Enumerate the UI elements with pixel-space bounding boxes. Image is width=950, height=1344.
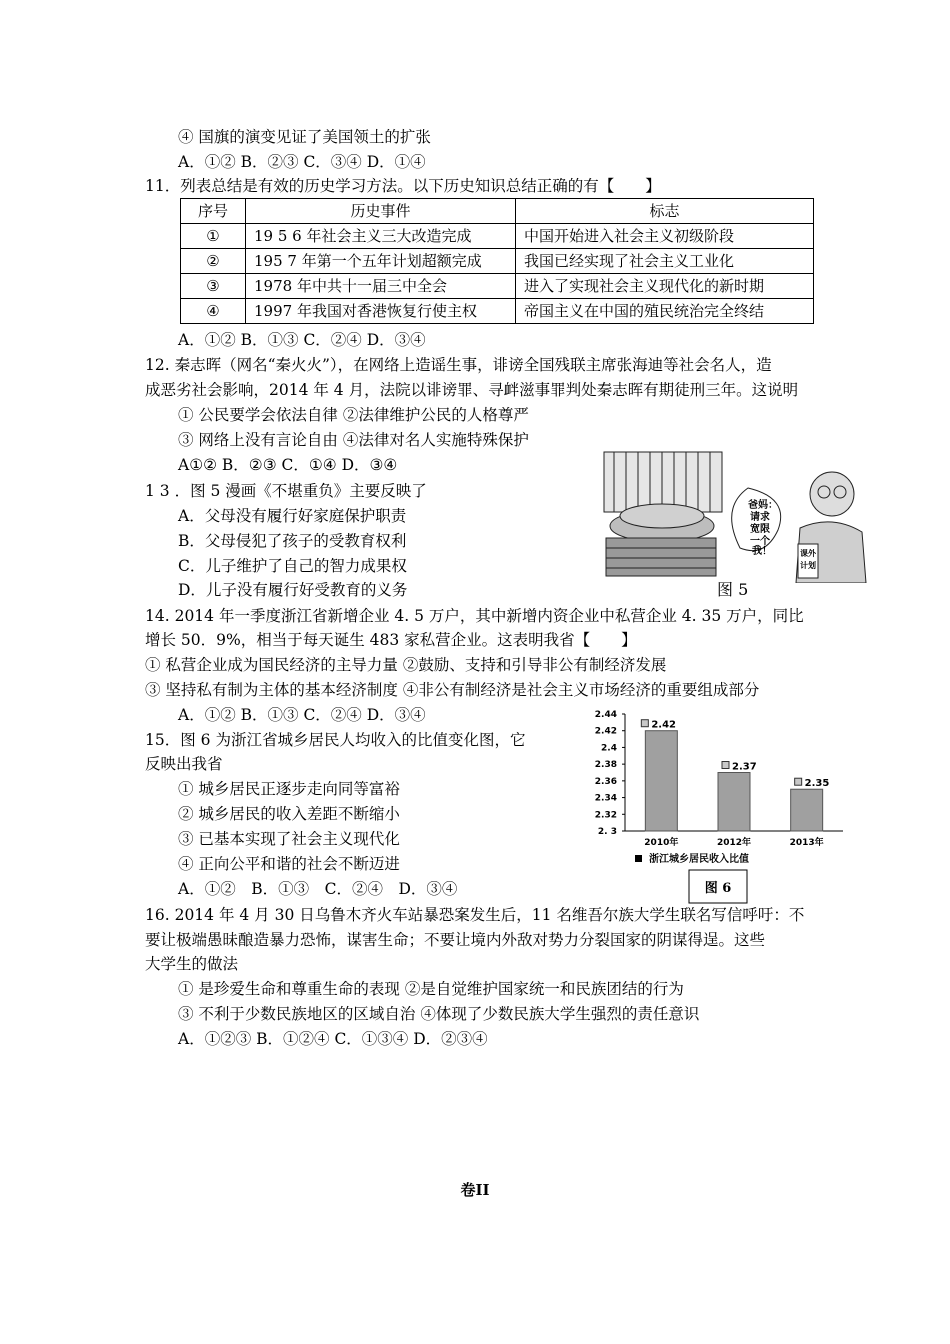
table-cell: 1997 年我国对香港恢复行使主权	[246, 299, 516, 324]
table-cell: 19 5 6 年社会主义三大改造完成	[246, 224, 516, 249]
q13-stem: 1 3 ．图 5 漫画《不堪重负》主要反映了	[145, 482, 427, 500]
table-cell: ②	[181, 249, 246, 274]
y-tick-label: 2.44	[594, 710, 617, 720]
q14-options-line2: ③ 坚持私有制为主体的基本经济制度 ④非公有制经济是社会主义市场经济的重要组成部分	[145, 681, 760, 699]
q12-options-line1: ① 公民要学会依法自律 ②法律维护公民的人格尊严	[178, 406, 529, 424]
q15-option-4: ④ 正向公平和谐的社会不断迈进	[178, 855, 400, 873]
q11-answers: A．①② B．①③ C．②④ D．③④	[178, 331, 426, 349]
x-tick-label: 2013年	[789, 838, 824, 848]
data-label-marker	[722, 762, 729, 769]
data-label: 2.42	[651, 719, 677, 731]
y-tick-label: 2.42	[594, 726, 617, 737]
y-tick-label: 2.32	[594, 810, 617, 821]
table-cell: 中国开始进入社会主义初级阶段	[516, 224, 814, 249]
table-row	[181, 249, 814, 274]
data-label-marker	[641, 720, 648, 727]
q12-answers: A①② B．②③ C．①④ D．③④	[178, 456, 398, 474]
cartoon-illustration	[600, 448, 870, 583]
bar	[718, 773, 750, 832]
cartoon-book-label: 课外计划	[800, 549, 816, 570]
bar	[645, 731, 677, 831]
q14-answers: A．①② B．①③ C．②④ D．③④	[178, 706, 426, 724]
q13-option-c: C．儿子维护了自己的智力成果权	[178, 557, 407, 575]
figure-6-caption: 图 6	[704, 881, 732, 896]
table-header: 序号	[181, 199, 246, 224]
data-label: 2.37	[732, 761, 757, 773]
q13-option-a: A．父母没有履行好家庭保护职责	[178, 507, 407, 525]
q13-option-b: B．父母侵犯了孩子的受教育权利	[178, 532, 407, 550]
q16-answers: A．①②③ B．①②④ C．①③④ D．②③④	[178, 1030, 488, 1048]
section-footer: 卷II	[460, 1181, 490, 1199]
table-header: 历史事件	[246, 199, 516, 224]
table-row	[181, 299, 814, 324]
q15-stem-line2: 反映出我省	[145, 755, 223, 773]
table-cell: 我国已经实现了社会主义工业化	[516, 249, 814, 274]
table-cell: 进入了实现社会主义现代化的新时期	[516, 274, 814, 299]
q12-stem-line2: 成恶劣社会影响，2014 年 4 月，法院以诽谤罪、寻衅滋事罪判处秦志晖有期徒刑三年。这说明	[145, 381, 799, 399]
y-tick-label: 2.38	[594, 760, 617, 771]
q15-option-3: ③ 已基本实现了社会主义现代化	[178, 830, 400, 848]
cartoon-speech: 爸妈：请求宽限一个我！	[748, 500, 778, 557]
q15-option-2: ② 城乡居民的收入差距不断缩小	[178, 805, 400, 823]
income-ratio-chart	[575, 700, 850, 905]
table-row	[181, 274, 814, 299]
q15-stem-line1: 15．图 6 为浙江省城乡居民人均收入的比值变化图，它	[145, 731, 526, 749]
q11-stem: 11．列表总结是有效的历史学习方法。以下历史知识总结正确的有【 】	[145, 177, 661, 195]
q16-options-line1: ① 是珍爱生命和尊重生命的表现 ②是自觉维护国家统一和民族团结的行为	[178, 980, 684, 998]
y-tick-label: 2.4	[601, 743, 617, 754]
table-cell: ③	[181, 274, 246, 299]
table-header: 标志	[516, 199, 814, 224]
q12-options-line2: ③ 网络上没有言论自由 ④法律对名人实施特殊保护	[178, 431, 529, 449]
bar	[791, 789, 823, 831]
y-tick-label: 2.34	[594, 793, 617, 804]
q15-answers: A．①② B．①③ C．②④ D．③④	[178, 880, 458, 898]
legend-marker	[635, 855, 642, 862]
table-cell: 195 7 年第一个五年计划超额完成	[246, 249, 516, 274]
table-header-row	[181, 199, 814, 224]
y-tick-label: 2. 3	[597, 827, 617, 837]
q10-option-4: ④ 国旗的演变见证了美国领土的扩张	[178, 128, 431, 146]
table-cell: 1978 年中共十一届三中全会	[246, 274, 516, 299]
q10-answers: A．①② B．②③ C．③④ D．①④	[178, 153, 426, 171]
table-cell: 帝国主义在中国的殖民统治完全终结	[516, 299, 814, 324]
history-table	[180, 198, 814, 324]
data-label-marker	[795, 778, 802, 785]
q16-stem-line1: 16. 2014 年 4 月 30 日乌鲁木齐火车站暴恐案发生后，11 名维吾尔族大学生联名写信呼吁：不	[145, 906, 805, 924]
q14-stem-line1: 14. 2014 年一季度浙江省新增企业 4. 5 万户，其中新增内资企业中私营企业 4. 35 万户，同比	[145, 607, 804, 625]
x-tick-label: 2010年	[644, 838, 679, 848]
table-cell: ①	[181, 224, 246, 249]
y-tick-label: 2.36	[594, 776, 617, 787]
q13-option-d: D．儿子没有履行好受教育的义务	[178, 581, 408, 599]
q12-stem-line1: 12. 秦志晖（网名“秦火火”），在网络上造谣生事，诽谤全国残联主席张海迪等社会名人，造	[145, 356, 772, 374]
q14-options-line1: ① 私营企业成为国民经济的主导力量 ②鼓励、支持和引导非公有制经济发展	[145, 656, 667, 674]
figure-5-caption: 图 5	[717, 580, 749, 599]
q14-stem-line2: 增长 50．9%，相当于每天诞生 483 家私营企业。这表明我省【 】	[145, 631, 637, 649]
table-row	[181, 224, 814, 249]
x-tick-label: 2012年	[716, 838, 752, 848]
legend-label: 浙江城乡居民收入比值	[649, 854, 749, 865]
q16-stem-line3: 大学生的做法	[145, 955, 239, 973]
table-cell: ④	[181, 299, 246, 324]
q16-options-line2: ③ 不利于少数民族地区的区域自治 ④体现了少数民族大学生强烈的责任意识	[178, 1005, 700, 1023]
q16-stem-line2: 要让极端愚昧酿造暴力恐怖，谋害生命；不要让境内外敌对势力分裂国家的阴谋得逞。这些	[145, 931, 766, 949]
q15-option-1: ① 城乡居民正逐步走向同等富裕	[178, 780, 400, 798]
data-label: 2.35	[804, 778, 830, 790]
